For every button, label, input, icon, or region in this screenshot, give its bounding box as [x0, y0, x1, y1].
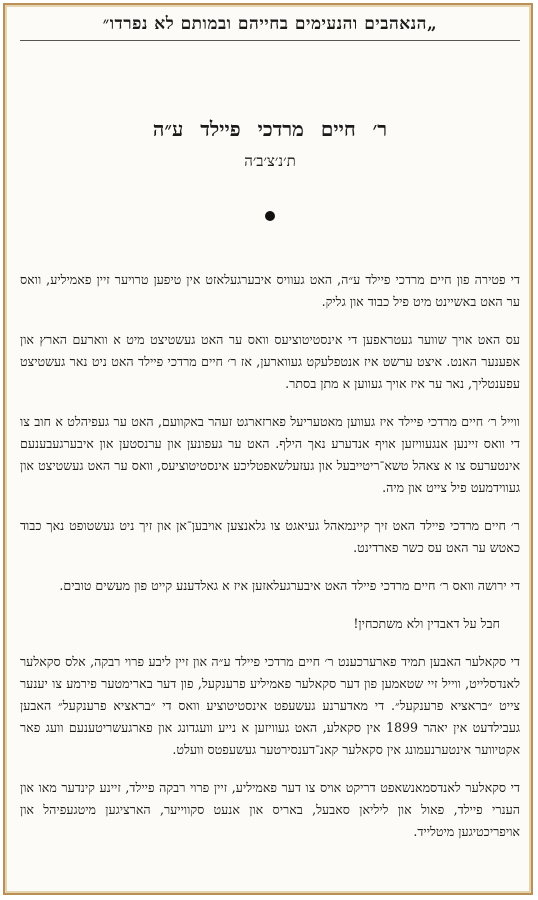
tombstone-abbreviation: ת׳נ׳צ׳ב׳ה — [244, 152, 296, 170]
paragraph: עס האט אויך שווער געטראפען די אינסטיטוציעס וואס ער האט געשטיצט מיט א ווארעם הארץ און אפענער האנט. איצט ערשט איז אנטפלעקט געווארען, אז ר׳ חיים מרדכי פיילד האט ניט נאר געשטיצט עפענטליך, נאר ער איז אויך געווען א מתן בסתר. — [20, 332, 520, 391]
bullet-ornament — [265, 211, 275, 221]
paragraph: ר׳ חיים מרדכי פיילד האט זיך קיינמאהל געיאגט צו גלאנצען אויבען־אן און זיך ניט געשטופט נאך כבוד כאטש ער האט עס כשר פארדינט. — [20, 518, 520, 555]
paragraph: די סקאלער לאנדסמאנשאפט דריקט אויס צו דער פאמיליע, זיין פרוי רבקה פיילד, זיינע קינדער מאו און הענרי פיילד, פאול און ליליאן סאבעל, באריס און אנעט סקווייער, הארציגען מיטגעפיהל און אויפריכטיגען מיטלייד. — [20, 780, 520, 839]
paragraph: ווייל ר׳ חיים מרדכי פיילד איז געווען מאטעריעל פארזארגט זעהר באקוועם, האט ער געפיהלט א חוב צו די וואס זיינען אנגעוויזען אויף אנדערע נאך הילף. האט ער געפונען און ערנסטען און איבערגעבענעם אינטערעס צו א צאהל טשא־ריטייבעל און געזעלשאפטליכע אינסטיטוציעס, וואס ער האט געשטיצט און געווידמעט פיל צייט און מיה. — [20, 414, 520, 495]
paragraph: די ירושה וואס ר׳ חיים מרדכי פיילד האט איבערגעלאזען איז א גאלדענע קייט פון מעשים טובים. — [59, 578, 520, 593]
paragraph: די סקאלער האבען תמיד פארערכענט ר׳ חיים מרדכי פיילד ע״ה און זיין ליבע פרוי רבקה, אלס סקאלער לאנדסלייט, ווייל זיי שטאמען פון דער סקאלער פאמיליע פרענקעל, פון דער בארימטער פירמע צו יענער צייט ״בראציא פרענקעל״. די מאדערנע געשעפט אינסטיטוציע וואס די ״בראציא פרענקעל״ האבען געבילדעט אין יאהר 1899 אין סקאלע, האט געוויזען א נייע וועגדונג און פארגעשריטענעם וועג פאר אקטיווער אינטערנעמונג אין סקאלער קאנ־דענסירטער געשעפטס וועלט. — [20, 654, 520, 757]
lament-line: חבל על דאבדין ולא משתכחין! — [353, 616, 500, 631]
header-divider — [20, 40, 520, 41]
memorial-header: „הנאהבים והנעימים בחייהם ובמותם לא נפרדו״ — [102, 14, 438, 34]
memorial-title: ר׳ חיים מרדכי פיילד ע״ה — [152, 117, 388, 141]
document-page — [20, 8, 520, 888]
memorial-body — [20, 269, 520, 843]
paragraph: די פטירה פון חיים מרדכי פיילד ע״ה, האט געוויס איבערגעלאזט אין טיפען טרויער זיין פאמיליע, וואס ער האט באשיינט מיט פיל כבוד און גליק. — [20, 272, 520, 309]
